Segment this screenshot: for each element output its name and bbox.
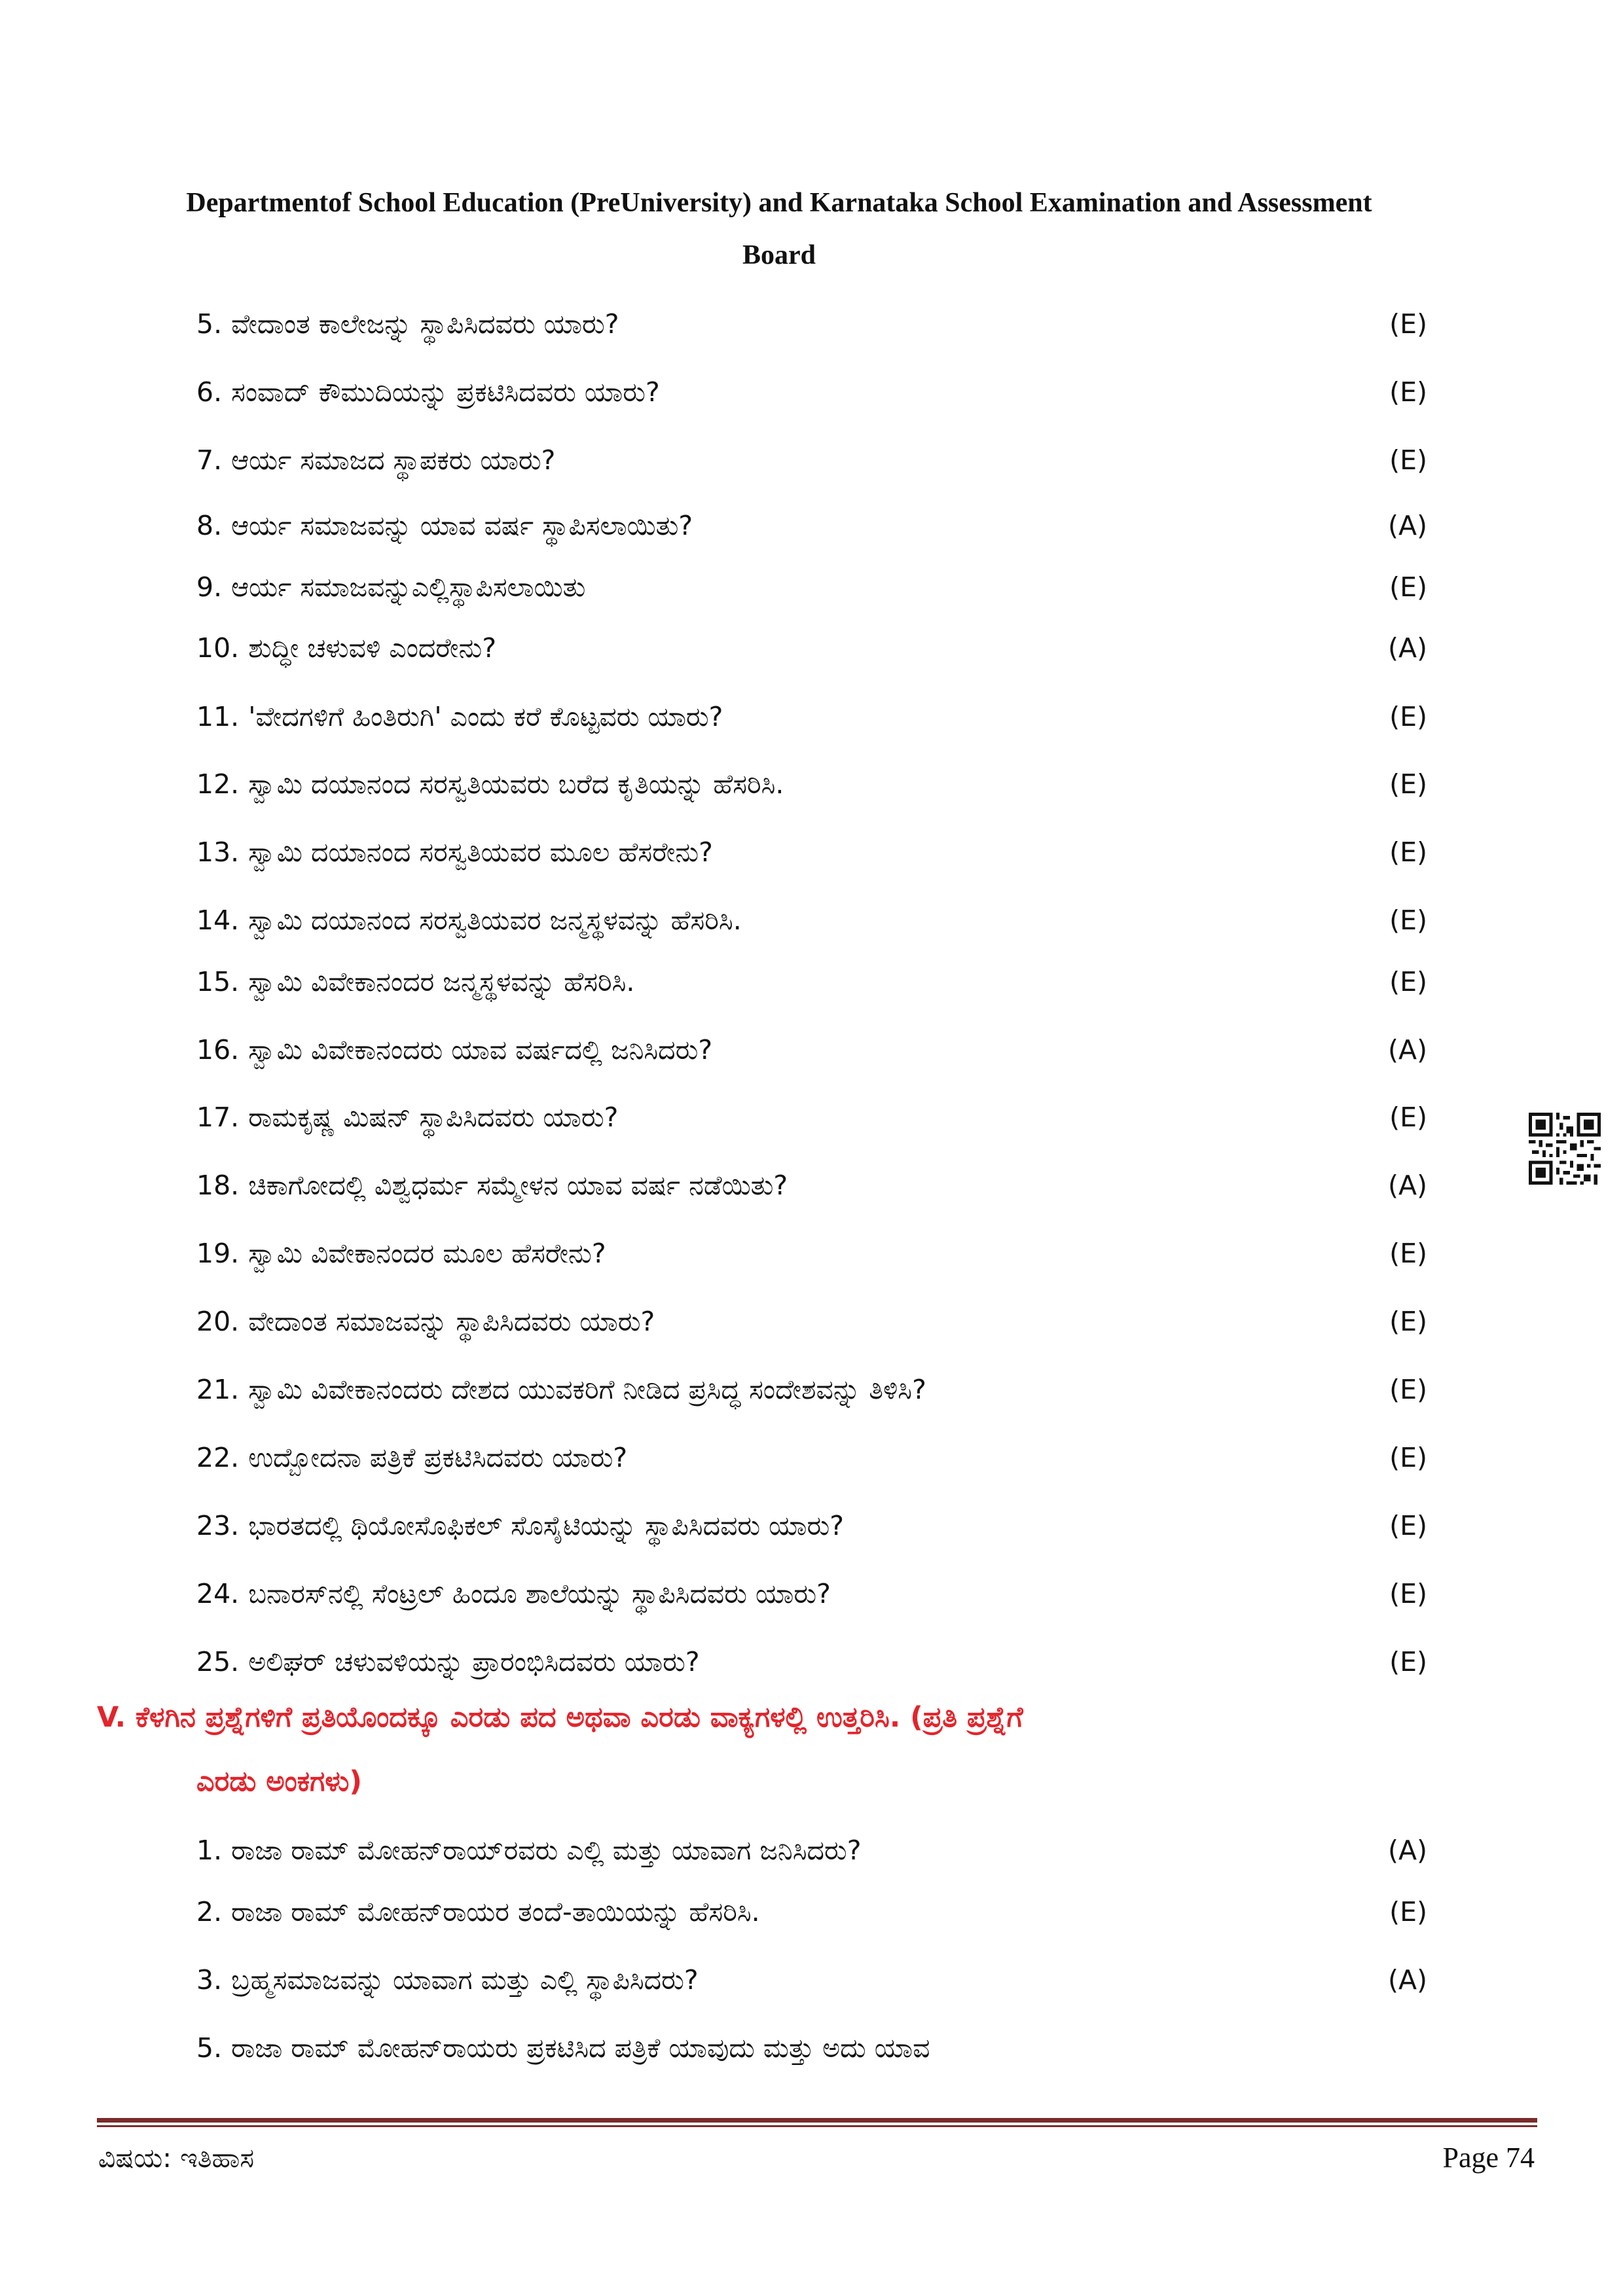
question-number: 9. <box>196 571 223 603</box>
question-number: 2. <box>196 1896 223 1928</box>
question-text: ರಾಜಾ ರಾಮ್ ಮೋಹನ್‌ರಾಯರು ಪ್ರಕಟಿಸಿದ ಪತ್ರಿಕೆ ಯಾವುದು ಮತ್ತು ಅದು ಯಾವ <box>231 2032 930 2064</box>
question-level: (E) <box>1389 701 1427 732</box>
question-row <box>196 959 1427 1005</box>
question-level: (E) <box>1389 444 1427 476</box>
qr-code-icon <box>1529 1113 1601 1185</box>
question-row <box>196 829 1427 875</box>
question-row <box>196 1299 1427 1344</box>
question-number: 5. <box>196 308 223 340</box>
footer-rule-thick <box>97 2118 1537 2123</box>
question-number: 12. <box>196 768 240 800</box>
question-number: 11. <box>196 701 240 732</box>
question-number: 23. <box>196 1510 240 1541</box>
question-number: 1. <box>196 1835 223 1866</box>
section-heading-line-1: V. ಕೆಳಗಿನ ಪ್ರಶ್ನೆಗಳಿಗೆ ಪ್ರತಿಯೊಂದಕ್ಕೂ ಎರಡು ಪದ ಅಥವಾ ಎರಡು ವಾಕ್ಯಗಳಲ್ಲಿ ಉತ್ತರಿಸಿ. (ಪ್ರತಿ ಪ್ರಶ್ನೆಗೆ <box>97 1701 1023 1734</box>
question-text: ಬ್ರಹ್ಮಸಮಾಜವನ್ನು ಯಾವಾಗ ಮತ್ತು ಎಲ್ಲಿ ಸ್ಥಾಪಿಸಿದರು? <box>231 1964 699 1996</box>
question-level: (E) <box>1389 1646 1427 1677</box>
document-header <box>98 177 1460 281</box>
question-number: 18. <box>196 1170 240 1201</box>
question-number: 15. <box>196 966 240 997</box>
page-number: Page 74 <box>1442 2142 1535 2174</box>
question-row <box>196 1230 1427 1276</box>
question-number: 25. <box>196 1646 240 1677</box>
section-heading-line-2: ಎರಡು ಅಂಕಗಳು) <box>196 1765 363 1798</box>
question-level: (A) <box>1387 1034 1427 1066</box>
question-text: ವೇದಾಂತ ಸಮಾಜವನ್ನು ಸ್ಥಾಪಿಸಿದವರು ಯಾರು? <box>248 1306 655 1337</box>
question-row <box>196 369 1427 415</box>
question-row <box>196 897 1427 943</box>
question-number: 17. <box>196 1102 240 1133</box>
question-number: 8. <box>196 510 223 541</box>
question-row <box>196 1957 1427 2003</box>
question-text: ರಾಮಕೃಷ್ಣ ಮಿಷನ್ ಸ್ಥಾಪಿಸಿದವರು ಯಾರು? <box>248 1102 619 1133</box>
question-number: 22. <box>196 1442 240 1473</box>
header-line-2: Board <box>742 240 816 270</box>
question-text: ರಾಜಾ ರಾಮ್ ಮೋಹನ್‌ರಾಯರ ತಂದೆ-ತಾಯಿಯನ್ನು ಹೆಸರಿಸಿ. <box>231 1896 760 1928</box>
section-heading <box>97 1685 1524 1814</box>
question-text: ಸ್ವಾಮಿ ವಿವೇಕಾನಂದರು ಯಾವ ವರ್ಷದಲ್ಲಿ ಜನಿಸಿದರು? <box>248 1034 713 1066</box>
question-number: 10. <box>196 632 240 664</box>
question-text: ಅಲಿಘರ್ ಚಳುವಳಿಯನ್ನು ಪ್ರಾರಂಭಿಸಿದವರು ಯಾರು? <box>248 1646 700 1677</box>
question-number: 14. <box>196 905 240 936</box>
question-text: ಚಿಕಾಗೋದಲ್ಲಿ ವಿಶ್ವಧರ್ಮ ಸಮ್ಮೇಳನ ಯಾವ ವರ್ಷ ನಡೆಯಿತು? <box>248 1170 788 1201</box>
question-number: 6. <box>196 376 223 408</box>
question-row <box>196 1094 1427 1140</box>
question-number: 13. <box>196 836 240 868</box>
question-row <box>196 1827 1427 1873</box>
question-text: ಆರ್ಯ ಸಮಾಜವನ್ನು ಯಾವ ವರ್ಷ ಸ್ಥಾಪಿಸಲಾಯಿತು? <box>231 510 693 541</box>
question-level: (A) <box>1387 632 1427 664</box>
question-level: (E) <box>1389 571 1427 603</box>
question-row <box>196 1162 1427 1208</box>
question-number: 19. <box>196 1238 240 1269</box>
question-row <box>196 1027 1427 1073</box>
question-text: ಸಂವಾದ್ ಕೌಮುದಿಯನ್ನು ಪ್ರಕಟಿಸಿದವರು ಯಾರು? <box>231 376 660 408</box>
question-text: ಸ್ವಾಮಿ ದಯಾನಂದ ಸರಸ್ವತಿಯವರು ಬರೆದ ಕೃತಿಯನ್ನು ಹೆಸರಿಸಿ. <box>248 768 784 800</box>
question-row <box>196 694 1427 740</box>
question-row <box>196 1571 1427 1617</box>
question-level: (E) <box>1389 1896 1427 1928</box>
question-number: 24. <box>196 1578 240 1609</box>
question-row <box>196 761 1427 807</box>
question-text: ಬನಾರಸ್‌ನಲ್ಲಿ ಸೆಂಟ್ರಲ್ ಹಿಂದೂ ಶಾಲೆಯನ್ನು ಸ್ಥಾಪಿಸಿದವರು ಯಾರು? <box>248 1578 831 1609</box>
question-row <box>196 1889 1427 1935</box>
question-number: 5. <box>196 2032 223 2064</box>
question-number: 20. <box>196 1306 240 1337</box>
question-text: ಆರ್ಯ ಸಮಾಜದ ಸ್ಥಾಪಕರು ಯಾರು? <box>231 444 556 476</box>
question-text: ಆರ್ಯ ಸಮಾಜವನ್ನುಎಲ್ಲಿಸ್ಥಾಪಿಸಲಾಯಿತು <box>231 571 586 603</box>
footer-subject: ವಿಷಯ: ಇತಿಹಾಸ <box>98 2142 255 2174</box>
question-level: (E) <box>1389 905 1427 936</box>
question-level: (E) <box>1389 1238 1427 1269</box>
question-row <box>196 437 1427 483</box>
question-row <box>196 301 1427 347</box>
question-text: ರಾಜಾ ರಾಮ್ ಮೋಹನ್‌ರಾಯ್‌ರವರು ಎಲ್ಲಿ ಮತ್ತು ಯಾವಾಗ ಜನಿಸಿದರು? <box>231 1835 862 1866</box>
question-text: ಭಾರತದಲ್ಲಿ ಥಿಯೋಸೊಫಿಕಲ್ ಸೊಸೈಟಿಯನ್ನು ಸ್ಥಾಪಿಸಿದವರು ಯಾರು? <box>248 1510 845 1541</box>
question-text: ಸ್ವಾಮಿ ದಯಾನಂದ ಸರಸ್ವತಿಯವರ ಮೂಲ ಹೆಸರೇನು? <box>248 836 713 868</box>
question-row <box>196 564 1427 610</box>
question-number: 7. <box>196 444 223 476</box>
question-text: ವೇದಾಂತ ಕಾಲೇಜನ್ನು ಸ್ಥಾಪಿಸಿದವರು ಯಾರು? <box>231 308 619 340</box>
question-number: 16. <box>196 1034 240 1066</box>
question-level: (A) <box>1387 1835 1427 1866</box>
question-level: (E) <box>1389 1510 1427 1541</box>
header-line-1: Departmentof School Education (PreUniversity) and Karnataka School Examination and Assessment <box>186 188 1372 218</box>
question-row <box>196 1503 1427 1549</box>
question-level: (E) <box>1389 1578 1427 1609</box>
question-level: (E) <box>1389 966 1427 997</box>
question-level: (A) <box>1387 1170 1427 1201</box>
question-row <box>196 1435 1427 1480</box>
question-text: ಸ್ವಾಮಿ ವಿವೇಕಾನಂದರು ದೇಶದ ಯುವಕರಿಗೆ ನೀಡಿದ ಪ್ರಸಿದ್ಧ ಸಂದೇಶವನ್ನು ತಿಳಿಸಿ? <box>248 1374 926 1405</box>
question-text: ಸ್ವಾಮಿ ದಯಾನಂದ ಸರಸ್ವತಿಯವರ ಜನ್ಮಸ್ಥಳವನ್ನು ಹೆಸರಿಸಿ. <box>248 905 742 936</box>
question-text: ಸ್ವಾಮಿ ವಿವೇಕಾನಂದರ ಜನ್ಮಸ್ಥಳವನ್ನು ಹೆಸರಿಸಿ. <box>248 966 635 997</box>
question-level: (A) <box>1387 1964 1427 1996</box>
question-row <box>196 503 1427 548</box>
question-number: 3. <box>196 1964 223 1996</box>
question-text: ಶುದ್ಧೀ ಚಳುವಳಿ ಎಂದರೇನು? <box>248 632 497 664</box>
question-text: ಸ್ವಾಮಿ ವಿವೇಕಾನಂದರ ಮೂಲ ಹೆಸರೇನು? <box>248 1238 606 1269</box>
question-level: (E) <box>1389 376 1427 408</box>
question-level: (E) <box>1389 768 1427 800</box>
question-text: 'ವೇದಗಳಿಗೆ ಹಿಂತಿರುಗಿ' ಎಂದು ಕರೆ ಕೊಟ್ಟವರು ಯಾರು? <box>248 701 723 732</box>
question-number: 21. <box>196 1374 240 1405</box>
question-level: (E) <box>1389 1306 1427 1337</box>
footer-rule-thin <box>97 2125 1537 2127</box>
question-row <box>196 2025 1427 2071</box>
question-row <box>196 1367 1427 1412</box>
question-level: (E) <box>1389 308 1427 340</box>
question-level: (E) <box>1389 1102 1427 1133</box>
question-level: (A) <box>1387 510 1427 541</box>
question-row <box>196 1639 1427 1685</box>
question-level: (E) <box>1389 836 1427 868</box>
question-row <box>196 625 1427 671</box>
question-level: (E) <box>1389 1442 1427 1473</box>
question-level: (E) <box>1389 1374 1427 1405</box>
question-text: ಉದ್ಬೋದನಾ ಪತ್ರಿಕೆ ಪ್ರಕಟಿಸಿದವರು ಯಾರು? <box>248 1442 628 1473</box>
